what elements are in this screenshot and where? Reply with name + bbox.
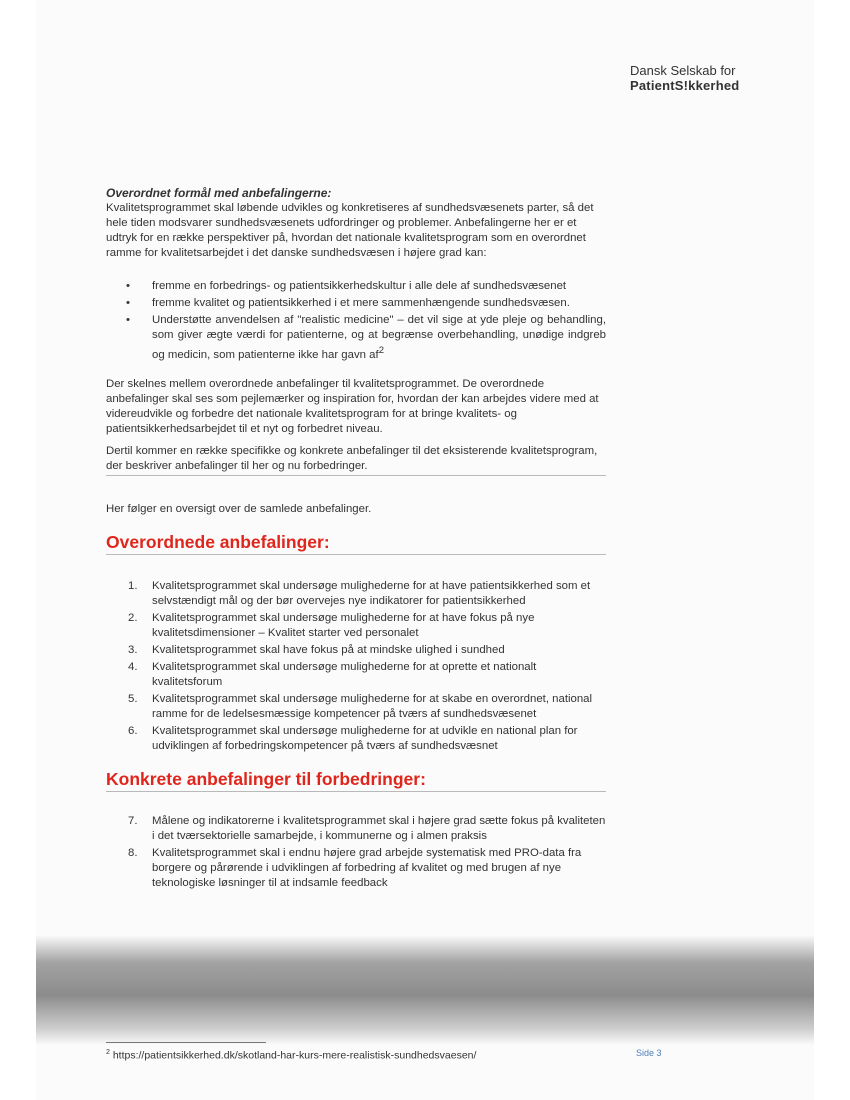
footnote-reference: 2 bbox=[378, 345, 384, 356]
intro-title: Overordnet formål med anbefalingerne: bbox=[106, 186, 332, 200]
goal-item: • fremme kvalitet og patientsikkerhed i et mere sammenhængende sundhedsvæsen. bbox=[106, 296, 606, 311]
section-heading-konkrete: Konkrete anbefalinger til forbedringer: bbox=[106, 768, 426, 789]
goal-item bbox=[106, 313, 606, 363]
item-text: Kvalitetsprogrammet skal undersøge mulighederne for at udvikle en national plan for udviklingen af forbedringskompetencer på tværs af sundhedsvæsnet bbox=[152, 724, 578, 752]
item-text: Kvalitetsprogrammet skal undersøge mulighederne for at have fokus på nye kvalitetsdimensioner – Kvalitet starter ved personalet bbox=[152, 611, 535, 639]
item-text: Kvalitetsprogrammet skal i endnu højere grad arbejde systematisk med PRO-data fra borgere og pårørende i udviklingen af forbedring af kvalitet og med brugen af nye teknologiske løsninger til at indsamle feedback bbox=[152, 846, 582, 889]
logo-line-1: Dansk Selskab for bbox=[630, 63, 736, 78]
intro-text: Kvalitetsprogrammet skal løbende udvikles og konkretiseres af sundhedsvæsenets parter, så det hele tiden modsvarer sundhedsvæsenets udfordringer og problemer. Anbefalingerne her er et udtryk for en række perspektiver på, hvordan det nationale kvalitetsprogram som en overordnet ramme for kvalitetsarbejdet i det danske sundhedsvæsen i højere grad kan: bbox=[106, 202, 594, 259]
recommendation-item bbox=[106, 692, 606, 722]
page-number: Side 3 bbox=[636, 1048, 662, 1058]
footnote-number: 2 bbox=[106, 1049, 110, 1056]
recommendation-item bbox=[106, 846, 606, 891]
document-body bbox=[106, 186, 606, 893]
footnote bbox=[106, 1049, 476, 1062]
page-margin-left bbox=[0, 0, 36, 1100]
goals-list bbox=[106, 279, 606, 363]
item-number: 3. bbox=[128, 643, 138, 656]
footnote-divider bbox=[106, 1042, 266, 1043]
goal-item: • fremme en forbedrings- og patientsikkerhedskultur i alle dele af sundhedsvæsenet bbox=[106, 279, 606, 294]
goal-item-text: Understøtte anvendelsen af "realistic medicine" – det vil sige at yde pleje og behandling, som giver ægte værdi for patienterne, og at begrænse overbehandling, unødige indgreb og medicin, som patienterne ikke har gavn af bbox=[152, 314, 606, 361]
item-text: Målene og indikatorerne i kvalitetsprogrammet skal i højere grad sætte fokus på kvaliteten i det tværsektorielle samarbejde, i kommunerne og i almen praksis bbox=[152, 814, 606, 842]
paragraph-overordnede: Der skelnes mellem overordnede anbefalinger til kvalitetsprogrammet. De overordnede anbefalinger skal ses som pejlemærker og inspiration for, hvordan der kan arbejdes videre med at videreudvikle og forbedre det nationale kvalitetsprogram for at bringe kvalitets- og patientsikkerhedsarbejdet til et nyt og forbedret niveau. bbox=[106, 377, 599, 435]
overview-intro: Her følger en oversigt over de samlede anbefalinger. bbox=[106, 502, 372, 515]
item-number: 6. bbox=[128, 724, 138, 737]
recommendation-item bbox=[106, 660, 606, 690]
divider bbox=[106, 554, 606, 555]
item-text: Kvalitetsprogrammet skal undersøge mulighederne for at oprette et nationalt kvalitetsforum bbox=[152, 660, 537, 688]
recommendation-item bbox=[106, 579, 606, 609]
item-text: Kvalitetsprogrammet skal undersøge mulighederne for at have patientsikkerhed som et selvstændigt mål og der bør overvejes nye indikatorer for patientsikkerhed bbox=[152, 579, 591, 607]
footnote-link[interactable]: https://patientsikkerhed.dk/skotland-har-kurs-mere-realistisk-sundhedsvaesen/ bbox=[112, 1049, 477, 1062]
item-number: 8. bbox=[128, 846, 138, 859]
recommendation-item bbox=[106, 611, 606, 641]
divider bbox=[106, 791, 606, 792]
item-text: Kvalitetsprogrammet skal undersøge mulighederne for at skabe en overordnet, national ramme for de ledelsesmæssige kompetencer på tværs af sundhedsvæsenet bbox=[152, 692, 593, 720]
page-margin-right bbox=[814, 0, 850, 1100]
divider bbox=[106, 475, 606, 476]
item-number: 4. bbox=[128, 660, 138, 673]
item-number: 2. bbox=[128, 611, 138, 624]
recommendations-list-1 bbox=[106, 579, 606, 754]
item-number: 1. bbox=[128, 579, 138, 592]
logo-line-2: PatientS!kkerhed bbox=[630, 78, 740, 93]
recommendation-item bbox=[106, 643, 606, 658]
recommendation-item bbox=[106, 724, 606, 754]
paragraph-specifikke: Dertil kommer en række specifikke og konkrete anbefalinger til det eksisterende kvalitetsprogram, der beskriver anbefalinger til her og nu forbedringer. bbox=[106, 444, 598, 472]
item-number: 5. bbox=[128, 692, 138, 705]
recommendation-item bbox=[106, 814, 606, 844]
section-heading-overordnede: Overordnede anbefalinger: bbox=[106, 531, 330, 552]
item-text: Kvalitetsprogrammet skal have fokus på at mindske ulighed i sundhed bbox=[152, 643, 505, 656]
item-number: 7. bbox=[128, 814, 138, 827]
organization-logo bbox=[630, 63, 760, 93]
recommendations-list-2 bbox=[106, 814, 606, 891]
